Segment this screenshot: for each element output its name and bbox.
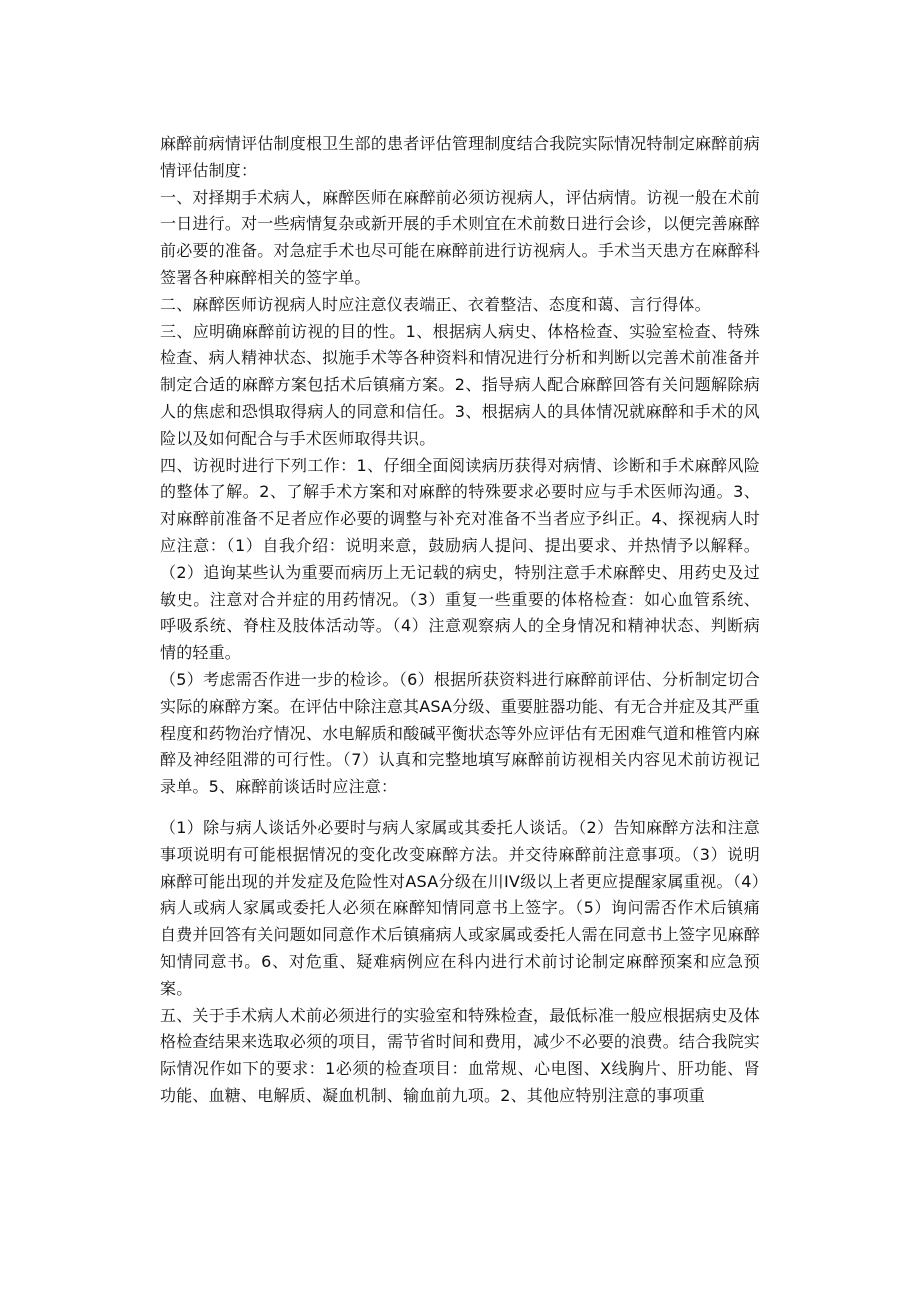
section-two-paragraph: 二、麻醉医师访视病人时应注意仪表端正、衣着整洁、态度和蔼、言行得体。 — [160, 294, 711, 314]
intro-paragraph: 麻醉前病情评估制度根卫生部的患者评估管理制度结合我院实际情况特制定麻醉前病情评估制度： — [160, 134, 760, 180]
section-three-paragraph: 三、应明确麻醉前访视的目的性。1、根据病人病史、体格检查、实验室检查、特殊检查、病人精神状态、拟施手术等各种资料和情况进行分析和判断以完善术前准备并制定合适的麻醉方案包括术后镇痛方案。2、指导病人配合麻醉回答有关问题解除病人的焦虑和恐惧取得病人的同意和信任。3、根据病人的具体情况就麻醉和手术的风险以及如何配合与手术医师取得共识。 — [160, 321, 760, 448]
conversation-notes-paragraph: （1）除与病人谈话外必要时与病人家属或其委托人谈话。（2）告知麻醉方法和注意事项说明有可能根据情况的变化改变麻醉方法。并交待麻醉前注意事项。（3）说明麻醉可能出现的并发症及危险性对ASA分级在川IV级以上者更应提醒家属重视。（4）病人或病人家属或委托人必须在麻醉知情同意书上签字。（5）询问需否作术后镇痛自费并回答有关问题如同意作术后镇痛病人或家属或委托人需在同意书上签字见麻醉知情同意书。6、对危重、疑难病例应在科内进行术前讨论制定麻醉预案和应急预案。 — [160, 817, 760, 998]
document-body — [160, 131, 760, 1110]
section-four-continued-paragraph: （5）考虑需否作进一步的检诊。（6）根据所获资料进行麻醉前评估、分析制定切合实际的麻醉方案。在评估中除注意其ASA分级、重要脏器功能、有无合并症及其严重程度和药物治疗情况、水电解质和酸碱平衡状态等外应评估有无困难气道和椎管内麻醉及神经阻滞的可行性。（7）认真和完整地填写麻醉前访视相关内容见术前访视记录单。5、麻醉前谈话时应注意： — [160, 669, 760, 797]
section-four-paragraph: 四、访视时进行下列工作：1、仔细全面阅读病历获得对病情、诊断和手术麻醉风险的整体了解。2、了解手术方案和对麻醉的特殊要求必要时应与手术医师沟通。3、对麻醉前准备不足者应作必要的调整与补充对准备不当者应予纠正。4、探视病人时应注意：（1）自我介绍：说明来意，鼓励病人提问、提出要求、并热情予以解释。（2）追询某些认为重要而病历上无记载的病史，特别注意手术麻醉史、用药史及过敏史。注意对合并症的用药情况。（3）重复一些重要的体格检查：如心血管系统、呼吸系统、脊柱及肢体活动等。（4）注意观察病人的全身情况和精神状态、判断病情的轻重。 — [160, 455, 760, 663]
section-five-paragraph: 五、关于手术病人术前必须进行的实验室和特殊检查，最低标准一般应根据病史及体格检查结果来选取必须的项目，需节省时间和费用，减少不必要的浪费。结合我院实际情况作如下的要求：1必须的检查项目：血常规、心电图、X线胸片、肝功能、肾功能、血糖、电解质、凝血机制、输血前九项。2、其他应特别注意的事项重 — [160, 1005, 760, 1105]
section-one-paragraph: 一、对择期手术病人，麻醉医师在麻醉前必须访视病人，评估病情。访视一般在术前一日进行。对一些病情复杂或新开展的手术则宜在术前数日进行会诊，以便完善麻醉前必要的准备。对急症手术也尽可能在麻醉前进行访视病人。手术当天患方在麻醉科签署各种麻醉相关的签字单。 — [160, 187, 760, 287]
